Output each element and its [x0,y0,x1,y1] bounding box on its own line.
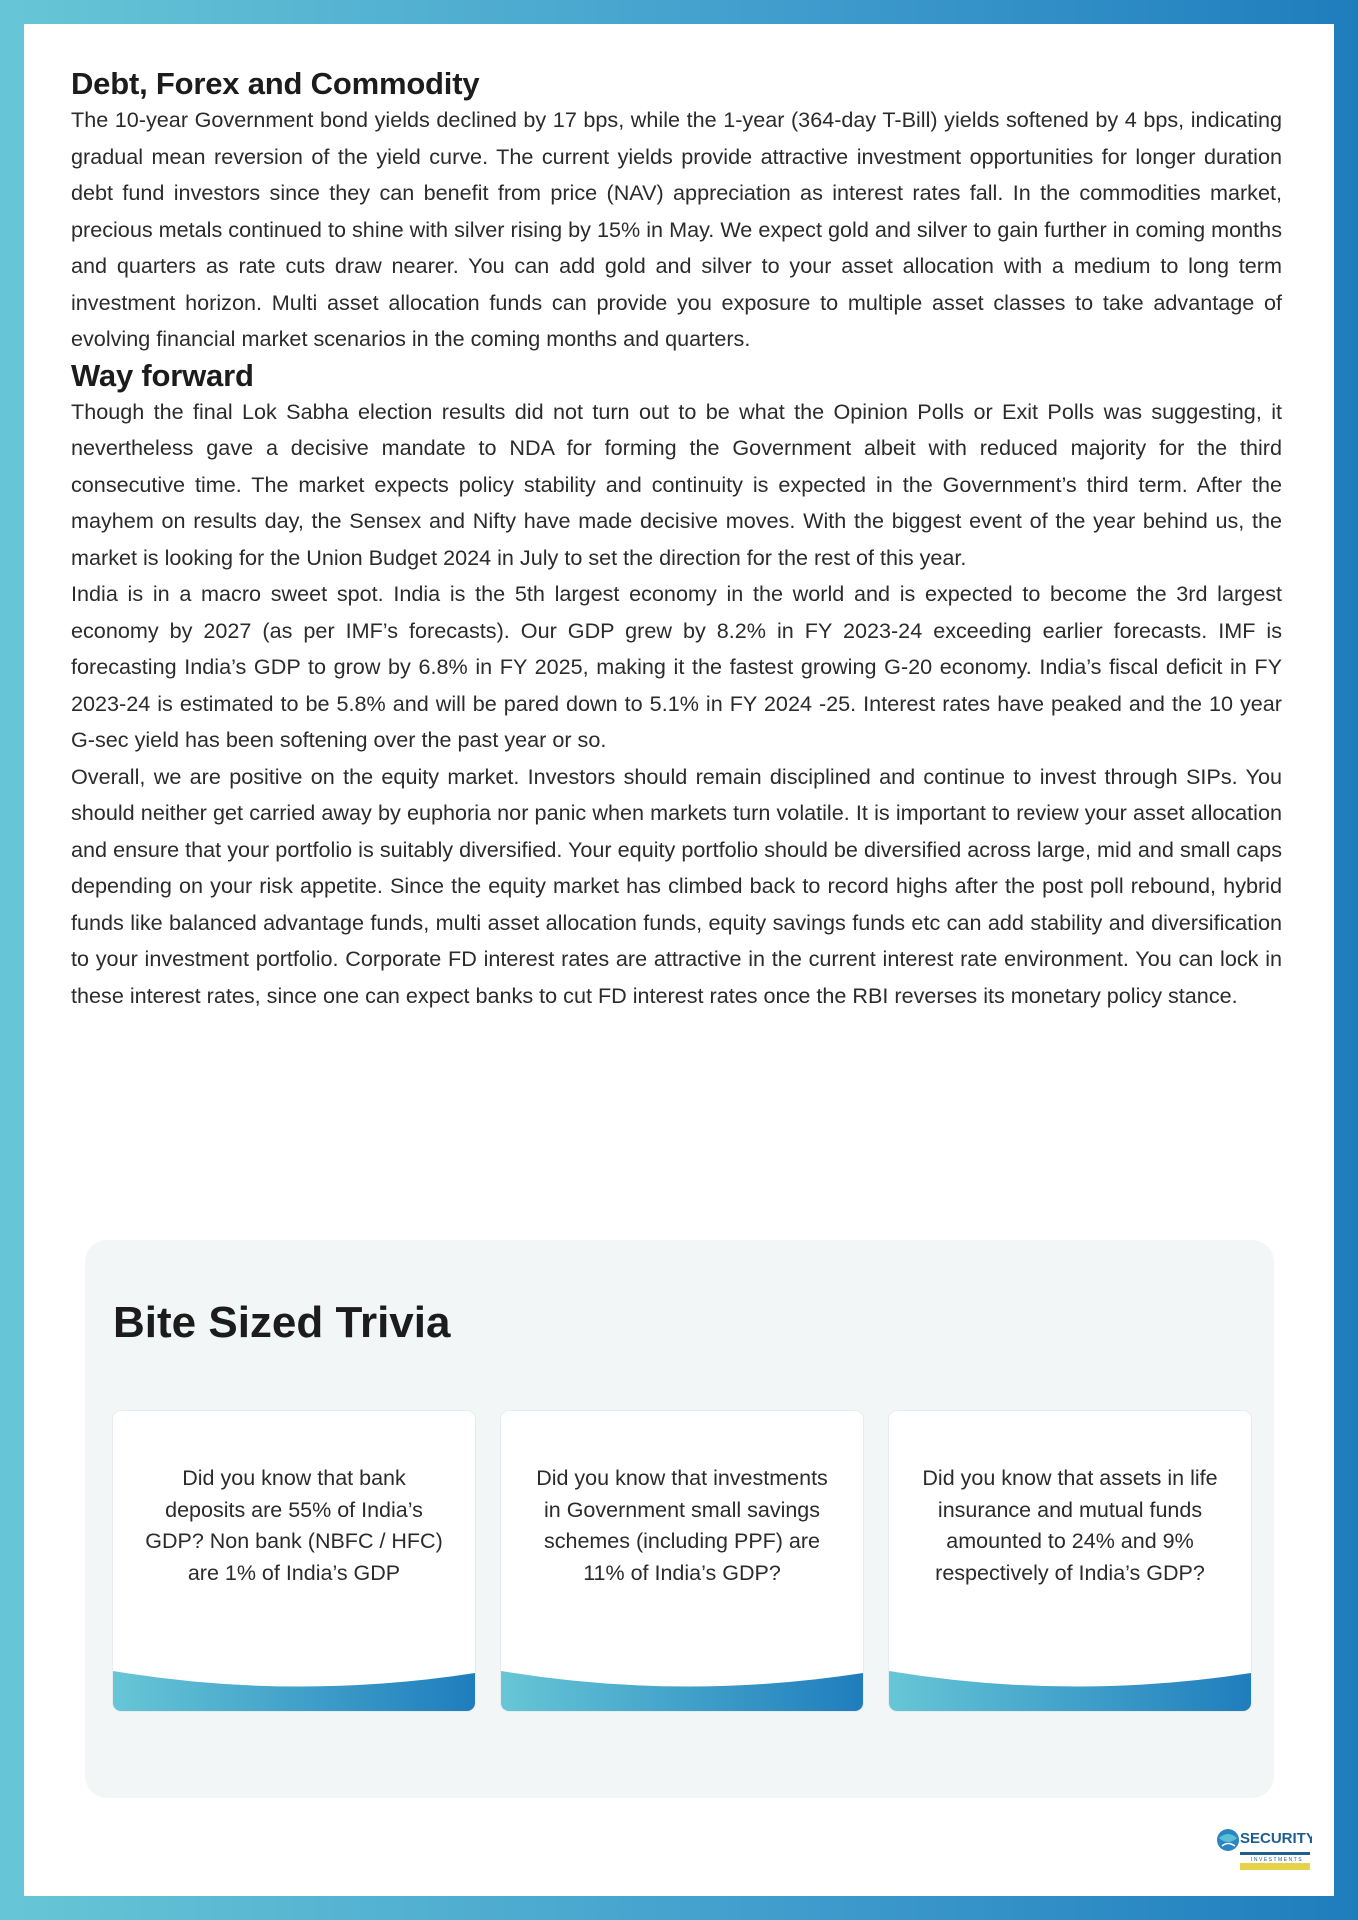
trivia-card-text: Did you know that assets in life insurance and mutual funds amounted to 24% and 9% respectively of India’s GDP? [922,1466,1218,1585]
page [24,24,1334,1896]
trivia-card-text: Did you know that bank deposits are 55% of India’s GDP? Non bank (NBFC / HFC) are 1% of India’s GDP [145,1466,443,1585]
trivia-card [501,1411,863,1711]
trivia-panel [85,1240,1274,1798]
trivia-card-text: Did you know that investments in Government small savings schemes (including PPF) are 11% of India’s GDP? [536,1466,828,1585]
paragraph-way-forward-3: Overall, we are positive on the equity market. Investors should remain disciplined and continue to invest through SIPs. You should neither get carried away by euphoria nor panic when markets turn volatile. It is important to review your asset allocation and ensure that your portfolio is suitably diversified. Your equity portfolio should be diversified across large, mid and small caps depending on your risk appetite. Since the equity market has climbed back to record highs after the post poll rebound, hybrid funds like balanced advantage funds, multi asset allocation funds, equity savings funds etc can add stability and diversification to your investment portfolio. Corporate FD interest rates are attractive in the current interest rate environment. You can lock in these interest rates, since one can expect banks to cut FD interest rates once the RBI reverses its monetary policy stance. [71,763,1282,1008]
trivia-card [889,1411,1251,1711]
logo-tagline: INVESTMENTS [1251,1857,1304,1863]
card-wave-decoration [501,1666,863,1711]
paragraph-way-forward-2: India is in a macro sweet spot. India is the 5th largest economy in the world and is expected to become the 3rd largest economy by 2027 (as per IMF’s forecasts). Our GDP grew by 8.2% in FY 2023-24 exceeding earlier forecasts. IMF is forecasting India’s GDP to grow by 6.8% in FY 2025, making it the fastest growing G-20 economy. India’s fiscal deficit in FY 2023-24 is estimated to be 5.8% and will be pared down to 5.1% in FY 2024 -25. Interest rates have peaked and the 10 year G-sec yield has been softening over the past year or so. [71,581,1282,752]
paragraph-debt: The 10-year Government bond yields declined by 17 bps, while the 1-year (364-day T-Bill) yields softened by 4 bps, indicating gradual mean reversion of the yield curve. The current yields provide attractive investment opportunities for longer duration debt fund investors since they can benefit from price (NAV) appreciation as interest rates fall. In the commodities market, precious metals continued to shine with silver rising by 15% in May. We expect gold and silver to gain further in coming months and quarters as rate cuts draw nearer. You can add gold and silver to your asset allocation with a medium to long term investment horizon. Multi asset allocation funds can provide you exposure to multiple asset classes to take advantage of evolving financial market scenarios in the coming months and quarters. [71,107,1282,351]
logo-name: SECURITY [1240,1830,1312,1847]
article-body [71,66,1282,1014]
globe-icon [1216,1826,1312,1878]
paragraph-way-forward-1: Though the final Lok Sabha election results did not turn out to be what the Opinion Polls or Exit Polls was suggesting, it nevertheless gave a decisive mandate to NDA for forming the Government albeit with reduced majority for the third consecutive time. The market expects policy stability and continuity is expected in the Government’s third term. After the mayhem on results day, the Sensex and Nifty have made decisive moves. With the biggest event of the year behind us, the market is looking for the Union Budget 2024 in July to set the direction for the rest of this year. [71,398,1282,570]
card-wave-decoration [113,1666,475,1711]
trivia-card [113,1411,475,1711]
security-investments-logo [1216,1826,1312,1878]
card-wave-decoration [889,1666,1251,1711]
trivia-title: Bite Sized Trivia [113,1298,451,1347]
section-heading-way-forward: Way forward [71,357,254,393]
section-heading-debt: Debt, Forex and Commodity [71,66,480,101]
